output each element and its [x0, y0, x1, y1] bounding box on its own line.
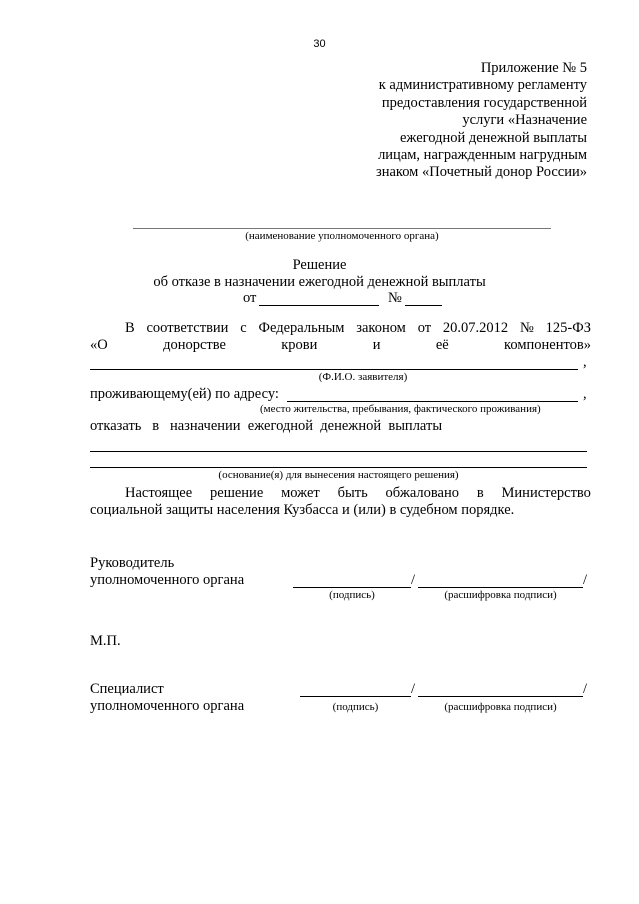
head-separator-slash: /	[411, 572, 416, 588]
applicant-comma: ,	[583, 354, 587, 370]
appeal-line1	[125, 485, 591, 502]
appendix-line: лицам, награжденным нагрудным	[378, 147, 587, 164]
address-caption: (место жительства, пребывания, фактического проживания)	[260, 403, 541, 415]
specialist-title-line2: уполномоченного органа	[90, 698, 245, 714]
specialist-signature-caption: (подпись)	[332, 701, 379, 713]
appendix-header	[327, 60, 587, 182]
word: решение	[210, 485, 264, 501]
word: донорстве	[163, 337, 226, 353]
date-field[interactable]	[259, 305, 379, 306]
word: Министерство	[501, 485, 591, 501]
word: законом	[356, 320, 406, 336]
specialist-title-line1: Специалист	[90, 681, 164, 697]
word: Федеральным	[258, 320, 345, 336]
address-label: проживающему(ей) по адресу:	[90, 386, 279, 402]
date-prefix: от	[243, 290, 257, 306]
stamp-place: М.П.	[90, 633, 121, 649]
word: Настоящее	[125, 485, 193, 501]
specialist-name-field[interactable]	[418, 696, 583, 697]
appendix-line: предоставления государственной	[381, 94, 587, 111]
authority-caption: (наименование уполномоченного органа)	[245, 230, 439, 242]
head-signature-caption: (подпись)	[329, 589, 375, 601]
word: быть	[337, 485, 368, 501]
appeal-line2: социальной защиты населения Кузбасса и (или) в судебном порядке.	[90, 502, 515, 518]
head-title-line1: Руководитель	[90, 555, 175, 571]
basis-field-1[interactable]	[90, 451, 587, 452]
word: компонентов»	[504, 337, 591, 353]
applicant-name-field[interactable]	[90, 369, 578, 370]
appendix-line: к административному регламенту	[378, 77, 587, 94]
number-prefix: №	[388, 290, 402, 306]
appendix-line: знаком «Почетный донор России»	[375, 164, 587, 181]
basis-field-2[interactable]	[90, 467, 587, 468]
word: может	[281, 485, 320, 501]
authority-line[interactable]	[133, 228, 551, 229]
head-name-field[interactable]	[418, 587, 583, 588]
word: №	[520, 320, 534, 336]
document-title: Решение	[292, 257, 347, 273]
specialist-signature-field[interactable]	[300, 696, 411, 697]
specialist-name-caption: (расшифровка подписи)	[444, 701, 557, 713]
law-reference-line2	[90, 337, 591, 354]
word: соответствии	[146, 320, 229, 336]
word: с	[240, 320, 247, 336]
word: и	[372, 337, 381, 353]
address-comma: ,	[583, 386, 587, 402]
law-reference-line1	[125, 320, 591, 337]
word: «О	[90, 337, 108, 353]
appendix-line: Приложение № 5	[480, 60, 587, 76]
date-number-line	[243, 290, 463, 310]
refusal-text: отказать в назначении ежегодной денежной выплаты	[90, 418, 443, 434]
document-subtitle: об отказе в назначении ежегодной денежной выплаты	[153, 274, 486, 290]
head-signature-field[interactable]	[293, 587, 411, 588]
specialist-end-slash: /	[583, 681, 588, 697]
appendix-line: ежегодной денежной выплаты	[399, 129, 587, 146]
basis-caption: (основание(я) для вынесения настоящего решения)	[218, 469, 459, 481]
head-end-slash: /	[583, 572, 588, 588]
word: 20.07.2012	[442, 320, 509, 336]
specialist-separator-slash: /	[411, 681, 416, 697]
word: крови	[281, 337, 318, 353]
head-title-line2: уполномоченного органа	[90, 572, 245, 588]
appendix-line: услуги «Назначение	[462, 112, 587, 129]
page-number: 30	[313, 38, 326, 50]
word: в	[476, 485, 484, 501]
word: 125-ФЗ	[545, 320, 591, 336]
number-field[interactable]	[405, 305, 442, 306]
head-name-caption: (расшифровка подписи)	[444, 589, 557, 601]
word: от	[417, 320, 432, 336]
word: обжаловано	[385, 485, 459, 501]
word: её	[435, 337, 449, 353]
address-field[interactable]	[287, 401, 578, 402]
applicant-caption: (Ф.И.О. заявителя)	[318, 371, 408, 383]
word: В	[125, 320, 135, 336]
